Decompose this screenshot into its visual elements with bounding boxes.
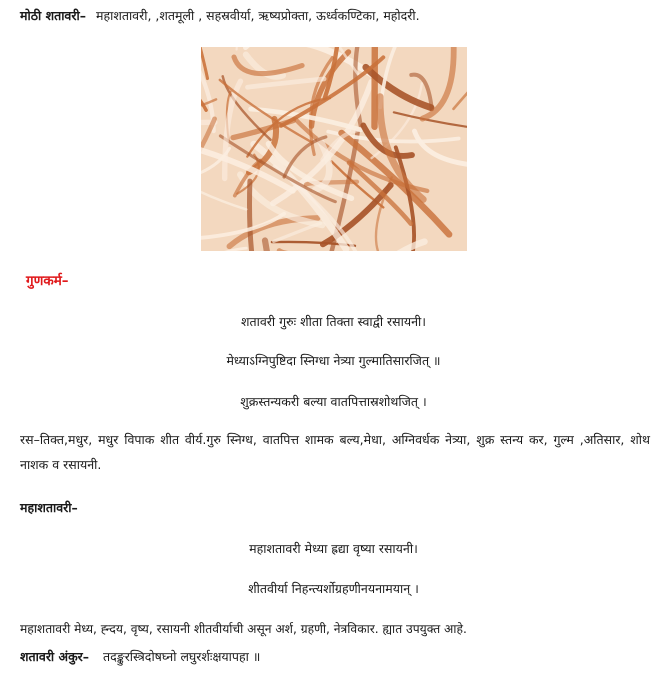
moti-shatavari-line — [20, 7, 653, 25]
gunakarma-heading: गुणकर्म– — [26, 273, 69, 289]
mahashatavari-description: महाशतावरी मेध्य, ह्न्दय, वृष्य, रसायनी शीतवीर्याची असून अर्श, ग्रहणी, नेत्रविकार. ह्यात उपयुक्त आहे. — [20, 622, 467, 636]
gunakarma-verse-3: शुक्रस्तन्यकरी बल्या वातपित्तास्रशोथजित्‌ । — [240, 394, 427, 409]
gunakarma-verse-1: शतावरी गुरुः शीता तिक्ता स्वाद्वी रसायनी। — [240, 314, 427, 329]
root-strand — [375, 47, 376, 127]
roots-image-canvas — [201, 47, 467, 251]
ankur-label: शतावरी अंकुर– — [20, 649, 90, 664]
moti-shatavari-synonyms: महाशतावरी, ,शतमूली , सहस्रवीर्या, ऋष्यप्रोक्ता, ऊर्ध्वकण्टिका, महोदरी. — [95, 8, 420, 23]
ankur-verse: तदङ्कुरस्त्रिदोषघ्नो लघुरर्शःक्षयापहा ॥ — [103, 649, 261, 664]
gunakarma-description: रस–तिक्त,मधुर, मधुर विपाक शीत वीर्य.गुरु स्निग्ध, वातपित्त शामक बल्य,मेधा, अग्निवर्धक नेत्र्या, शुक्र स्तन्य कर, गुल्म ,अतिसार, शोथ नाशक व रसायनी. — [20, 432, 650, 472]
mahashatavari-verse-2: शीतवीर्या निहन्त्यर्शोग्रहणीनयनामयान्‌ । — [248, 581, 419, 596]
moti-shatavari-label: मोठी शतावरी– — [20, 8, 86, 23]
ankur-line — [20, 648, 653, 666]
gunakarma-verse-2: मेध्याऽग्निपुष्टिदा स्निग्धा नेत्र्या गुल्मातिसारजित्‌ ॥ — [226, 353, 441, 368]
mahashatavari-heading: महाशतावरी– — [20, 500, 78, 515]
shatavari-roots-photo — [201, 47, 467, 251]
mahashatavari-verse-1: महाशतावरी मेध्या ह्रद्या वृष्या रसायनी। — [249, 541, 418, 556]
